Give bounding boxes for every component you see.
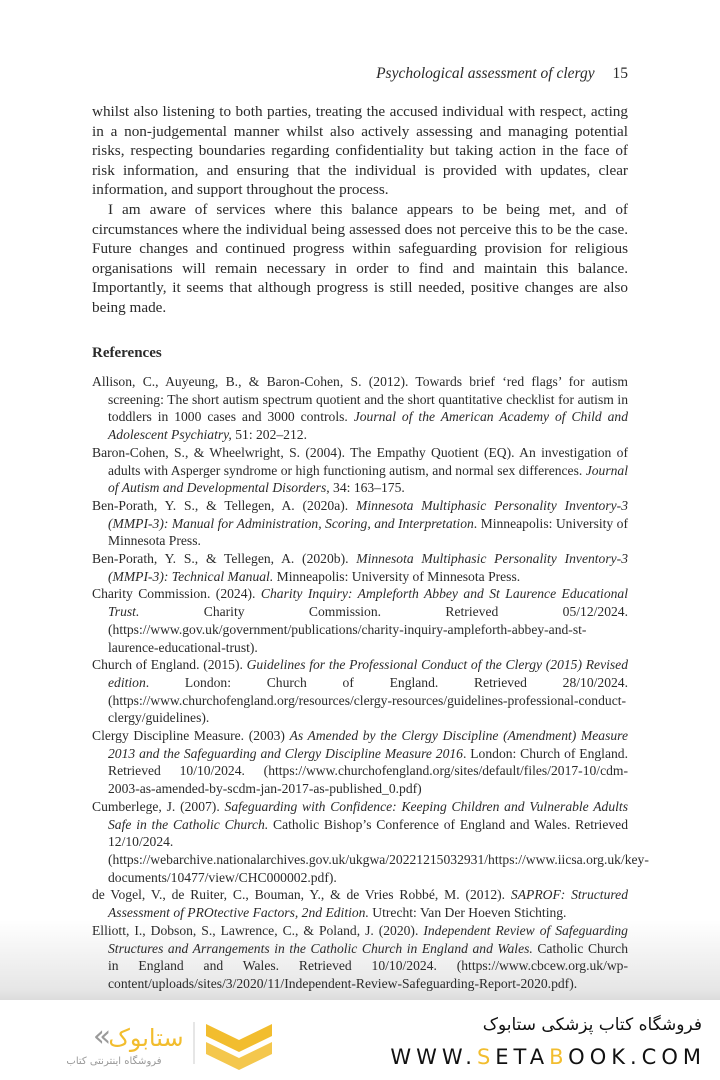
logo-text: ستابوک — [108, 1024, 184, 1052]
url-part: OOK.COM — [568, 1045, 706, 1069]
reference-text: Catholic Bishop’s Conference of England and Wales. Retrieved 12/10/2024. (https://webarchive.nationalarchives.gov.uk/ukgwa/20221215032931/https://www.iicsa.org.uk/key-documents/10477/view/CHC000002.pdf). — [108, 816, 649, 885]
url-part: B — [549, 1045, 569, 1069]
url-part: WWW. — [390, 1045, 477, 1069]
svg-text:«: « — [92, 1019, 112, 1054]
reference-entry — [92, 550, 628, 585]
reference-text: Ben-Porath, Y. S., & Tellegen, A. (2020b). — [92, 551, 357, 567]
reference-text: Baron-Cohen, S., & Wheelwright, S. (2004). The Empathy Quotient (EQ). An investigation of adults with Asperger syndrome or high functioning autism, and normal sex differences. — [92, 444, 628, 478]
reference-entry — [92, 886, 628, 921]
publisher-footer — [0, 1000, 720, 1080]
reference-text: Minneapolis: University of Minnesota Press. — [273, 568, 521, 584]
reference-text: Clergy Discipline Measure. (2003) — [92, 728, 290, 744]
running-title: Psychological assessment of clergy — [376, 65, 595, 82]
reference-text: Charity Commission. (2024). — [92, 586, 261, 602]
reference-title: As Amended by the Clergy Discipline (Amendment) Measure 2013 and the Safeguarding and Clergy Discipline Measure 2016 — [108, 728, 628, 761]
reference-text: Cumberlege, J. (2007). — [92, 798, 225, 814]
reference-text: Allison, C., Auyeung, B., & Baron-Cohen, S. (2012). Towards brief ‘red flags’ for autism screening: The short autism spectrum quotient and the short quantitative checklist for autism in toddlers in 1000 cases and 3000 controls. — [92, 374, 628, 425]
body-text — [92, 102, 628, 318]
reference-entry — [92, 922, 628, 993]
reference-text: Charity Commission. Retrieved 05/12/2024. (https://www.gov.uk/government/publications/charity-inquiry-ampleforth-abbey-and-st-laurence-educational-trust). — [108, 604, 628, 655]
reference-text: . Minneapolis: University of Minnesota Press. — [108, 515, 628, 549]
store-url[interactable] — [390, 1045, 706, 1069]
reference-text: Ben-Porath, Y. S., & Tellegen, A. (2020a). — [92, 497, 357, 513]
reference-text: Church of England. (2015). — [92, 657, 247, 673]
chevron-logo-icon — [206, 1024, 272, 1070]
reference-text: , 34: 163–175. — [326, 480, 405, 496]
reference-entry — [92, 585, 628, 656]
references-heading: References — [92, 345, 162, 361]
reference-entry — [92, 727, 628, 798]
url-part: S — [476, 1045, 496, 1069]
reference-text: Elliott, I., Dobson, S., Lawrence, C., & Poland, J. (2020). — [92, 922, 424, 938]
reference-title: Safeguarding with Confidence: Keeping Children and Vulnerable Adults Safe in the Catholic Church. — [108, 798, 628, 832]
reference-title: Minnesota Multiphasic Personality Inventory-3 (MMPI-3): Technical Manual. — [108, 551, 628, 584]
store-name: فروشگاه کتاب پزشکی ستابوک — [482, 1015, 702, 1035]
reference-text: 51: 202–212. — [231, 427, 307, 443]
reference-text: . London: Church of England. Retrieved 10/10/2024. (https://www.churchofengland.org/sites/default/files/2017-10/cdm-2003-as-amended-by-scdm-jan-2017-as-published_0.pdf) — [108, 745, 628, 797]
reference-entry — [92, 444, 628, 497]
reference-title: Guidelines for the Professional Conduct of the Clergy (2015) Revised edition — [108, 657, 629, 690]
reference-title: SAPROF: Structured Assessment of PROtective Factors, 2nd Edition. — [108, 887, 628, 921]
reference-title: Minnesota Multiphasic Personality Inventory-3 (MMPI-3): Manual for Administration, Scoring, and Interpretation — [108, 497, 629, 531]
reference-text: . London: Church of England. Retrieved 28/10/2024. (https://www.churchofengland.org/resources/clergy-resources/guidelines-professional-conduct-clergy/guidelines). — [108, 674, 628, 726]
reference-list — [92, 373, 649, 993]
reference-title: Independent Review of Safeguarding Structures and Arrangements in the Catholic Church in England and Wales. — [108, 922, 628, 956]
reference-entry — [92, 497, 628, 550]
reference-text: Utrecht: Van Der Hoeven Stichting. — [368, 905, 567, 921]
url-part: ETA — [495, 1045, 550, 1069]
page-number: 15 — [612, 65, 628, 82]
reference-title: Journal of the American Academy of Child and Adolescent Psychiatry, — [108, 409, 628, 443]
reference-entry — [92, 373, 628, 444]
running-header — [376, 65, 628, 83]
paragraph: whilst also listening to both parties, treating the accused individual with respect, acting in a non-judgemental manner whilst also actively assessing and managing potential risks, respecting boundaries regarding confidentiality but taking action in the face of risk information, and ensuring that the individual is provided with updates, clear information, and support throughout the process. — [92, 103, 628, 199]
reference-text: de Vogel, V., de Ruiter, C., Bouman, Y., & de Vries Robbé, M. (2012). — [92, 887, 511, 903]
paragraph: I am aware of services where this balance appears to be being met, and of circumstances where the individual being assessed does not perceive this to be the case. Future changes and continued progress within safeguarding provision for religious organisations will remain necessary in order to find and maintain this balance. Importantly, it seems that although progress is still needed, positive changes are also being made. — [92, 200, 628, 316]
logo-subtitle: فروشگاه اینترنتی کتاب — [66, 1056, 162, 1067]
reference-title: Journal of Autism and Developmental Disorders — [108, 462, 628, 496]
reference-title: Charity Inquiry: Ampleforth Abbey and St Laurence Educational Trust. — [108, 586, 629, 620]
reference-entry — [92, 656, 628, 727]
setabook-logo — [34, 1014, 284, 1070]
reference-text: Catholic Church in England and Wales. Retrieved 10/10/2024. (https://www.cbcew.org.uk/wp-content/uploads/sites/3/2020/11/Independent-Review-Safeguarding-Report-2020.pdf). — [108, 940, 628, 991]
reference-entry — [92, 798, 649, 887]
